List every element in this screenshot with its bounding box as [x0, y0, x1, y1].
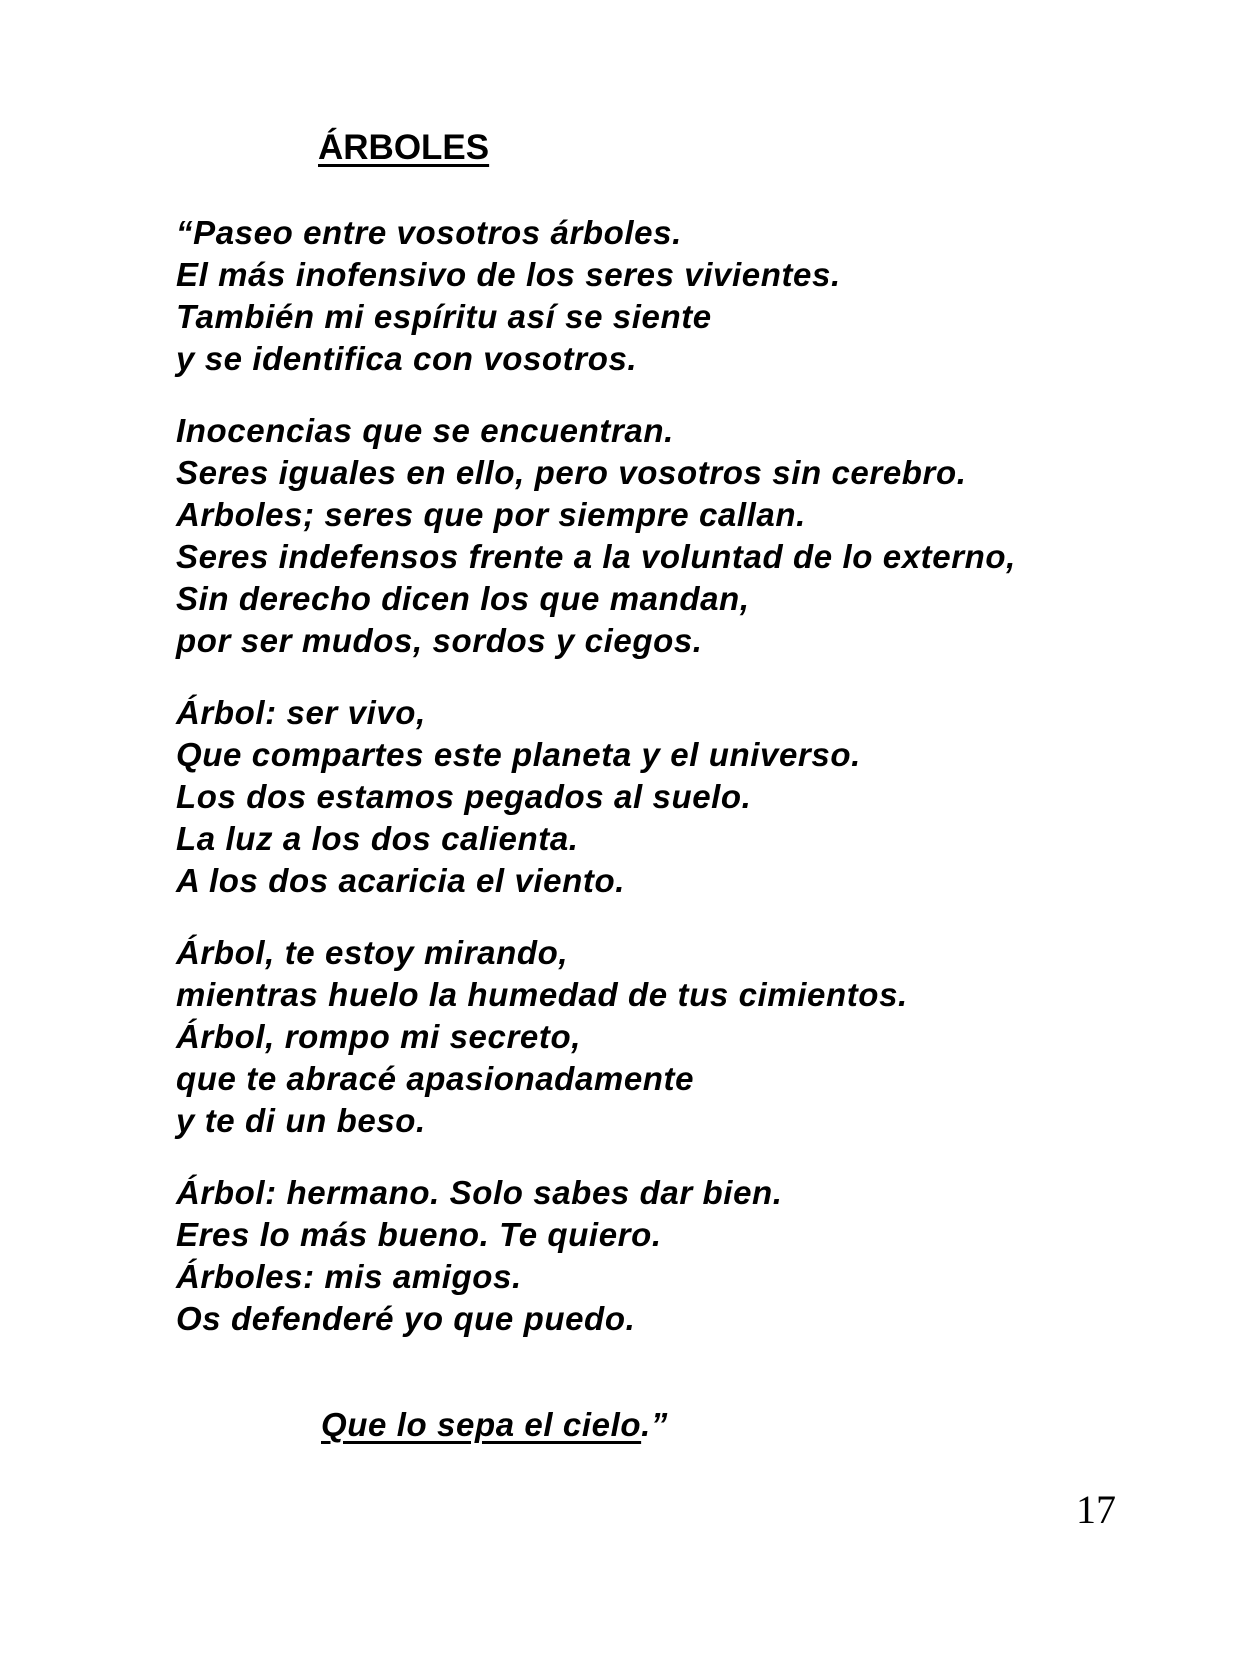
- stanza: [176, 932, 1216, 1142]
- poem-line: A los dos acaricia el viento.: [176, 862, 626, 899]
- poem-line: Inocencias que se encuentran.: [176, 412, 674, 449]
- poem-title: ÁRBOLES: [318, 128, 490, 167]
- poem-line: Árbol, te estoy mirando,: [176, 934, 569, 971]
- poem-line: El más inofensivo de los seres vivientes.: [176, 256, 841, 293]
- poem-line: que te abracé apasionadamente: [176, 1060, 695, 1097]
- closing-tail-text: .”: [641, 1406, 668, 1443]
- poem-line: Árbol: hermano. Solo sabes dar bien.: [176, 1174, 783, 1211]
- poem-line: Seres indefensos frente a la voluntad de lo externo,: [176, 538, 1016, 575]
- poem-line: La luz a los dos calienta.: [176, 820, 579, 857]
- poem-line: mientras huelo la humedad de tus cimientos.: [176, 976, 908, 1013]
- poem-line: Los dos estamos pegados al suelo.: [176, 778, 752, 815]
- stanza: [176, 410, 1216, 662]
- poem-line: Arboles; seres que por siempre callan.: [176, 496, 806, 533]
- page-number: 17: [1076, 1487, 1116, 1532]
- poem-line: y te di un beso.: [176, 1102, 426, 1139]
- poem-line: También mi espíritu así se siente: [176, 298, 712, 335]
- poem-line: “Paseo entre vosotros árboles.: [176, 214, 682, 251]
- poem-line: y se identifica con vosotros.: [176, 340, 638, 377]
- stanza: [176, 692, 1216, 902]
- closing-underlined-text: Que lo sepa el cielo: [321, 1406, 642, 1443]
- poem-line: Sin derecho dicen los que mandan,: [176, 580, 750, 617]
- poem-line: Seres iguales en ello, pero vosotros sin cerebro.: [176, 454, 967, 491]
- poem-line: Eres lo más bueno. Te quiero.: [176, 1216, 662, 1253]
- closing-line: [321, 1404, 668, 1446]
- poem-line: Árbol, rompo mi secreto,: [176, 1018, 581, 1055]
- poem-line: por ser mudos, sordos y ciegos.: [176, 622, 703, 659]
- stanza: [176, 212, 1216, 380]
- poem-line: Os defenderé yo que puedo.: [176, 1300, 636, 1337]
- stanza: [176, 1172, 1216, 1340]
- poem-body: [176, 212, 1216, 1370]
- poem-line: Que compartes este planeta y el universo.: [176, 736, 861, 773]
- poem-line: Árboles: mis amigos.: [176, 1258, 522, 1295]
- poem-line: Árbol: ser vivo,: [176, 694, 426, 731]
